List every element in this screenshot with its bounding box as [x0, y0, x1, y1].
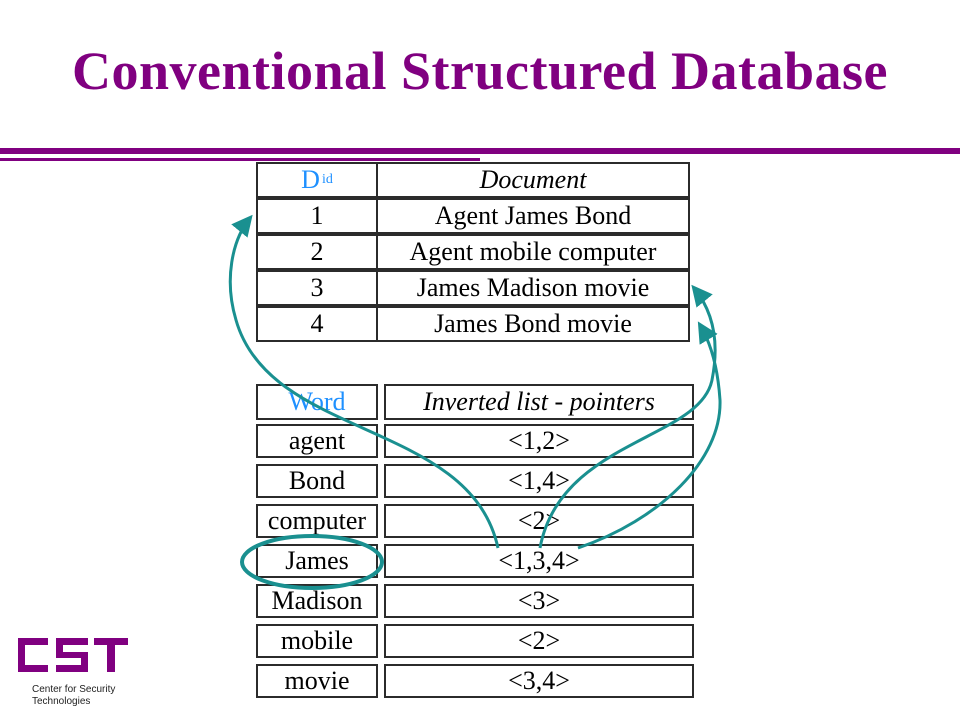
doc-id-header-letter: D — [301, 165, 320, 194]
cst-logo — [14, 632, 144, 712]
doc-text-cell: Agent James Bond — [376, 198, 690, 234]
doc-id-cell: 2 — [256, 234, 378, 270]
doc-id-cell: 4 — [256, 306, 378, 342]
doc-id-header-subscript: id — [321, 172, 333, 187]
cst-logo-mark — [14, 632, 144, 678]
word-cell: Madison — [256, 584, 378, 618]
logo-line-2: Technologies — [32, 696, 91, 707]
pointer-list-cell: <3> — [384, 584, 694, 618]
word-cell: James — [256, 544, 378, 578]
inverted-list-header: Inverted list - pointers — [384, 384, 694, 420]
pointer-list-cell: <2> — [384, 504, 694, 538]
doc-text-cell: Agent mobile computer — [376, 234, 690, 270]
pointer-list-cell: <1,3,4> — [384, 544, 694, 578]
title-divider-secondary — [0, 158, 480, 161]
doc-id-header — [256, 162, 378, 198]
doc-id-cell: 3 — [256, 270, 378, 306]
doc-document-header: Document — [376, 162, 690, 198]
pointer-list-cell: <3,4> — [384, 664, 694, 698]
doc-text-cell: James Bond movie — [376, 306, 690, 342]
word-header: Word — [256, 384, 378, 420]
word-cell: movie — [256, 664, 378, 698]
doc-id-cell: 1 — [256, 198, 378, 234]
logo-line-1: Center for Security — [32, 684, 116, 695]
word-cell: mobile — [256, 624, 378, 658]
word-cell: agent — [256, 424, 378, 458]
page-title: Conventional Structured Database — [71, 41, 889, 101]
pointer-list-cell: <1,2> — [384, 424, 694, 458]
title-divider — [0, 148, 960, 154]
word-cell: Bond — [256, 464, 378, 498]
doc-text-cell: James Madison movie — [376, 270, 690, 306]
word-cell: computer — [256, 504, 378, 538]
pointer-list-cell: <1,4> — [384, 464, 694, 498]
pointer-list-cell: <2> — [384, 624, 694, 658]
